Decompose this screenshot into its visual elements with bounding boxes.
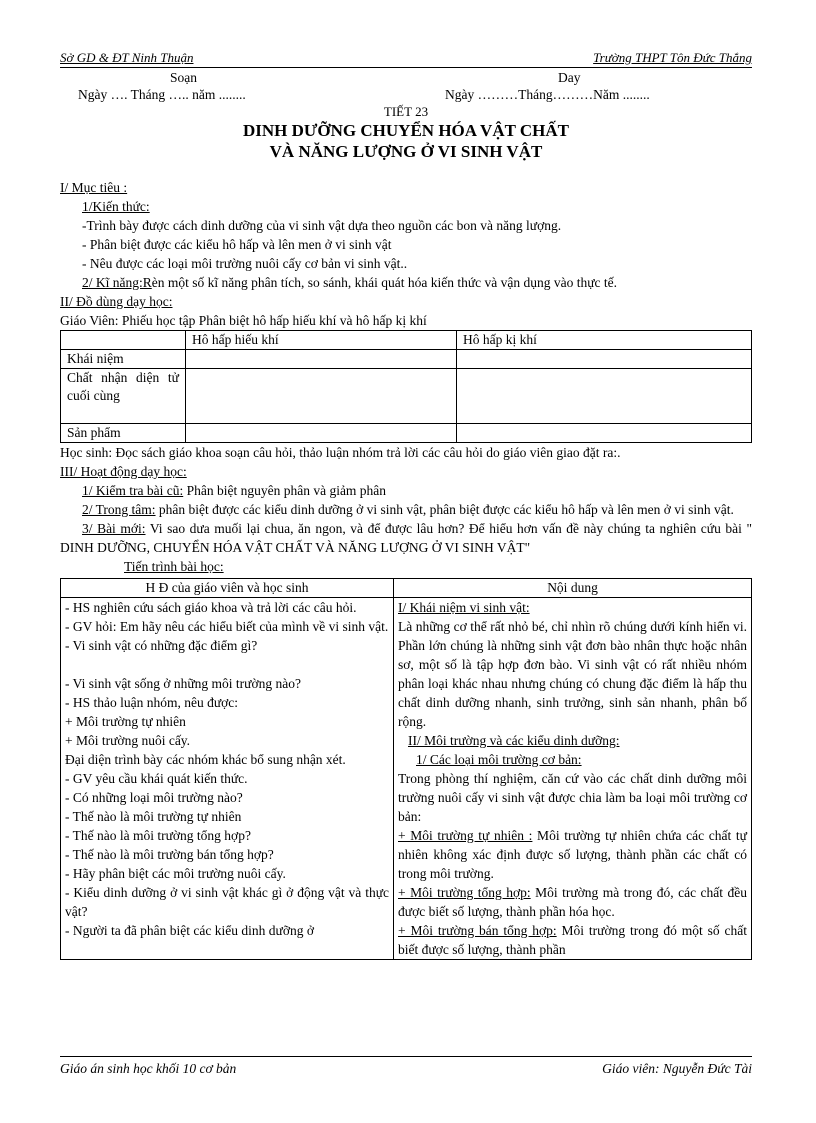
lesson-title-2: VÀ NĂNG LƯỢNG Ở VI SINH VẬT bbox=[269, 142, 543, 161]
section-objectives bbox=[60, 178, 752, 292]
review-label: 1/ Kiểm tra bài cũ: bbox=[82, 483, 184, 498]
footer-teacher: Giáo viên: Nguyễn Đức Tài bbox=[602, 1061, 752, 1076]
worksheet-cell bbox=[186, 424, 457, 443]
lesson-number: TIẾT 23 bbox=[383, 104, 429, 119]
activities-heading: III/ Hoạt động dạy học: bbox=[60, 464, 187, 479]
activity-col-content: Nội dung bbox=[394, 579, 752, 598]
worksheet-row-label: Sản phẩm bbox=[61, 424, 186, 443]
content-heading-microbe: I/ Khái niệm vi sinh vật: bbox=[398, 600, 530, 615]
worksheet-row-label: Chất nhận diện tử cuối cùng bbox=[61, 369, 186, 424]
new-lesson-text: Vi sao dưa muối lại chua, ăn ngon, và để được lâu hơn? Để hiểu hơn vấn đề này chúng ta nghiên cứu bài " DINH DƯỠNG, CHUYỂN HÓA VẬT CHẤT VÀ NĂNG LƯỢNG Ở VI SINH VẬT" bbox=[60, 521, 752, 555]
content-text: Môi trường trong đó một số chất biết được số lượng, thành phần bbox=[398, 923, 747, 957]
activity-line: - Vi sinh vật sống ở những môi trường nào? bbox=[65, 676, 301, 691]
process-label: Tiến trình bài học: bbox=[124, 559, 224, 574]
school-name: Trường THPT Tôn Đức Thắng bbox=[593, 50, 752, 65]
activity-line: - Hãy phân biệt các môi trường nuôi cấy. bbox=[65, 866, 286, 881]
activity-line: - Kiểu dinh dưỡng ở vi sinh vật khác gì ở động vật và thực vật? bbox=[65, 885, 389, 919]
activity-line: - Vi sinh vật có những đặc điểm gì? bbox=[65, 638, 258, 653]
activity-line: - Có những loại môi trường nào? bbox=[65, 790, 243, 805]
content-text: Trong phòng thí nghiệm, căn cứ vào các chất dinh dưỡng môi trường nuôi cấy vi sinh vật được chia làm ba loại môi trường cơ bản: bbox=[398, 771, 747, 824]
skills-text: èn một số kĩ năng phân tích, so sánh, khái quát hóa kiến thức và vận dụng vào thực tế. bbox=[151, 275, 618, 290]
worksheet-cell bbox=[186, 350, 457, 369]
day-date: Ngày ………Tháng………Năm ........ bbox=[445, 87, 650, 102]
content-text: Môi trường tự nhiên chứa các chất tự nhiên không xác định được số lượng, thành phần các chất có trong môi trường. bbox=[398, 828, 747, 881]
content-heading-types: 1/ Các loại môi trường cơ bản: bbox=[416, 752, 582, 767]
worksheet-cell bbox=[186, 369, 457, 424]
activity-col-teacher: H Đ của giáo viên và học sinh bbox=[61, 579, 394, 598]
activity-line: - Thế nào là môi trường bán tổng hợp? bbox=[65, 847, 274, 862]
content-text: Môi trường mà trong đó, các chất đều được biết số lượng, thành phần hóa học. bbox=[398, 885, 747, 919]
activity-line: - Thế nào là môi trường tổng hợp? bbox=[65, 828, 251, 843]
activity-line: - HS nghiên cứu sách giáo khoa và trả lời các câu hỏi. bbox=[65, 600, 357, 615]
soan-label: Soạn bbox=[170, 70, 197, 85]
document-page bbox=[60, 50, 752, 960]
materials-heading: II/ Đồ dùng dạy học: bbox=[60, 294, 173, 309]
worksheet-corner bbox=[61, 331, 186, 350]
activity-left-cell bbox=[61, 598, 394, 960]
activity-line: - GV yêu cầu khái quát kiến thức. bbox=[65, 771, 248, 786]
footer-course: Giáo án sinh học khối 10 cơ bản bbox=[60, 1061, 237, 1076]
page-footer bbox=[60, 1056, 752, 1077]
knowledge-item: -Trình bày được cách dinh dưỡng của vi sinh vật dựa theo nguồn các bon và năng lượng. bbox=[82, 218, 562, 233]
teacher-materials: Giáo Viên: Phiếu học tập Phân biệt hô hấp hiếu khí và hô hấp kị khí bbox=[60, 313, 427, 328]
prep-dates bbox=[60, 86, 752, 104]
activity-line: - GV hỏi: Em hãy nêu các hiểu biết của mình về vi sinh vật. bbox=[65, 619, 389, 634]
focus-label: 2/ Trong tâm: bbox=[82, 502, 156, 517]
content-text: Là những cơ thể rất nhỏ bé, chỉ nhìn rõ chúng dưới kính hiển vi. Phần lớn chúng là những sinh vật đơn bào nhân thực hoặc nhân sơ, một số là tập hợp đơn bào. Vi sinh vật có rất nhiều nhóm phân loại khác nhau nhưng chúng có chung đặc điểm là hấp thu chất dinh dưỡng nhanh, sinh trưởng, sinh sản nhanh, phân bố rộng. bbox=[398, 619, 747, 729]
content-synthetic-label: + Môi trường tổng hợp: bbox=[398, 885, 531, 900]
worksheet-row-label: Khái niệm bbox=[61, 350, 186, 369]
activity-table bbox=[60, 578, 752, 960]
prep-labels bbox=[60, 68, 752, 86]
new-lesson-label: 3/ Bài mới: bbox=[82, 521, 146, 536]
activity-line: - HS thảo luận nhóm, nêu được: bbox=[65, 695, 239, 710]
activity-line: - Thế nào là môi trường tự nhiên bbox=[65, 809, 242, 824]
lesson-title-1: DINH DƯỠNG CHUYỂN HÓA VẬT CHẤT bbox=[242, 121, 570, 140]
page-header bbox=[60, 50, 752, 68]
activity-right-cell bbox=[394, 598, 752, 960]
knowledge-item: - Nêu được các loại môi trường nuôi cấy cơ bản vi sinh vật.. bbox=[82, 256, 408, 271]
content-semisynthetic-label: + Môi trường bán tổng hợp: bbox=[398, 923, 557, 938]
content-heading-media: II/ Môi trường và các kiểu dinh dưỡng: bbox=[408, 733, 620, 748]
worksheet-cell bbox=[457, 424, 752, 443]
activity-line: + Môi trường nuôi cấy. bbox=[65, 733, 191, 748]
review-text: Phân biệt nguyên phân và giảm phân bbox=[183, 483, 387, 498]
activity-line bbox=[65, 655, 389, 674]
skills-label: 2/ Kĩ năng:R bbox=[82, 275, 152, 290]
activity-line: - Người ta đã phân biệt các kiểu dinh dưỡng ở bbox=[65, 923, 314, 938]
worksheet-table bbox=[60, 330, 752, 443]
activity-line: + Môi trường tự nhiên bbox=[65, 714, 186, 729]
knowledge-label: 1/Kiến thức: bbox=[82, 199, 150, 214]
worksheet-col-aerobic: Hô hấp hiếu khí bbox=[186, 331, 457, 350]
knowledge-item: - Phân biệt được các kiểu hô hấp và lên men ở vi sinh vật bbox=[82, 237, 392, 252]
soan-date: Ngày …. Tháng ….. năm ........ bbox=[78, 87, 246, 102]
focus-text: phân biệt được các kiểu dinh dưỡng ở vi sinh vật, phân biệt được các kiểu hô hấp và lên men ở vi sinh vật. bbox=[155, 502, 734, 517]
day-label: Day bbox=[558, 70, 581, 85]
activity-line: Đại diện trình bày các nhóm khác bổ sung nhận xét. bbox=[65, 752, 346, 767]
worksheet-col-anaerobic: Hô hấp kị khí bbox=[457, 331, 752, 350]
student-materials: Học sinh: Đọc sách giáo khoa soạn câu hỏi, thảo luận nhóm trả lời các câu hỏi do giáo viên giao đặt ra:. bbox=[60, 445, 621, 460]
department-name: Sở GD & ĐT Ninh Thuận bbox=[60, 50, 194, 65]
worksheet-cell bbox=[457, 350, 752, 369]
worksheet-cell bbox=[457, 369, 752, 424]
objectives-heading: I/ Mục tiêu : bbox=[60, 180, 128, 195]
content-natural-label: + Môi trường tự nhiên : bbox=[398, 828, 533, 843]
